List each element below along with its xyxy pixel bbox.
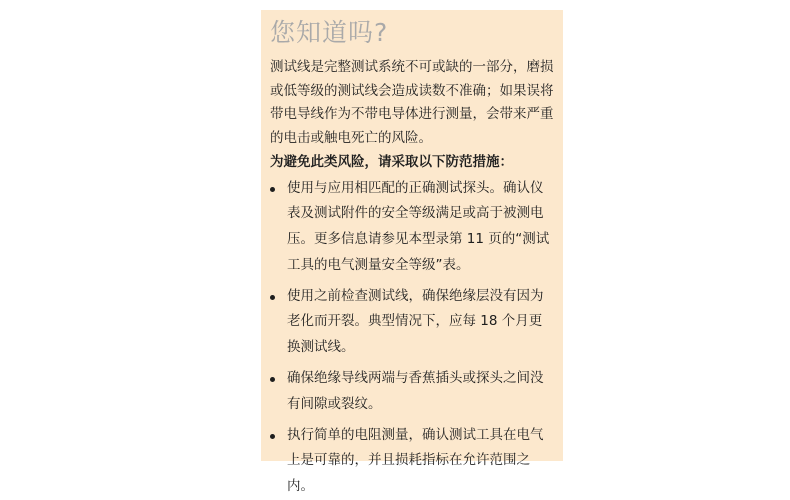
list-item	[270, 284, 554, 361]
list-item-text: 确保绝缘导线两端与香蕉插头或探头之间没有间隙或裂纹。	[287, 370, 544, 412]
list-item	[270, 176, 554, 279]
precautions-heading: 为避免此类风险，请采取以下防范措施：	[270, 151, 554, 175]
list-item-text: 使用之前检查测试线，确保绝缘层没有因为老化而开裂。典型情况下，应每 18 个月更换测试线。	[287, 288, 544, 356]
bullet-icon	[270, 187, 275, 192]
precautions-list	[270, 176, 554, 500]
list-item	[270, 423, 554, 500]
list-item-text: 执行简单的电阻测量，确认测试工具在电气上是可靠的，并且损耗指标在允许范围之内。	[287, 427, 544, 495]
list-item-text: 使用与应用相匹配的正确测试探头。确认仪表及测试附件的安全等级满足或高于被测电压。更多信息请参见本型录第 11 页的“测试工具的电气测量安全等级”表。	[287, 180, 549, 273]
bullet-icon	[270, 434, 275, 439]
bullet-icon	[270, 377, 275, 382]
did-you-know-card	[261, 10, 563, 461]
list-item	[270, 366, 554, 418]
intro-paragraph: 测试线是完整测试系统不可或缺的一部分，磨损或低等级的测试线会造成读数不准确；如果误将带电导线作为不带电导体进行测量，会带来严重的电击或触电死亡的风险。	[270, 56, 554, 150]
card-title: 您知道吗?	[270, 16, 554, 50]
bullet-icon	[270, 295, 275, 300]
